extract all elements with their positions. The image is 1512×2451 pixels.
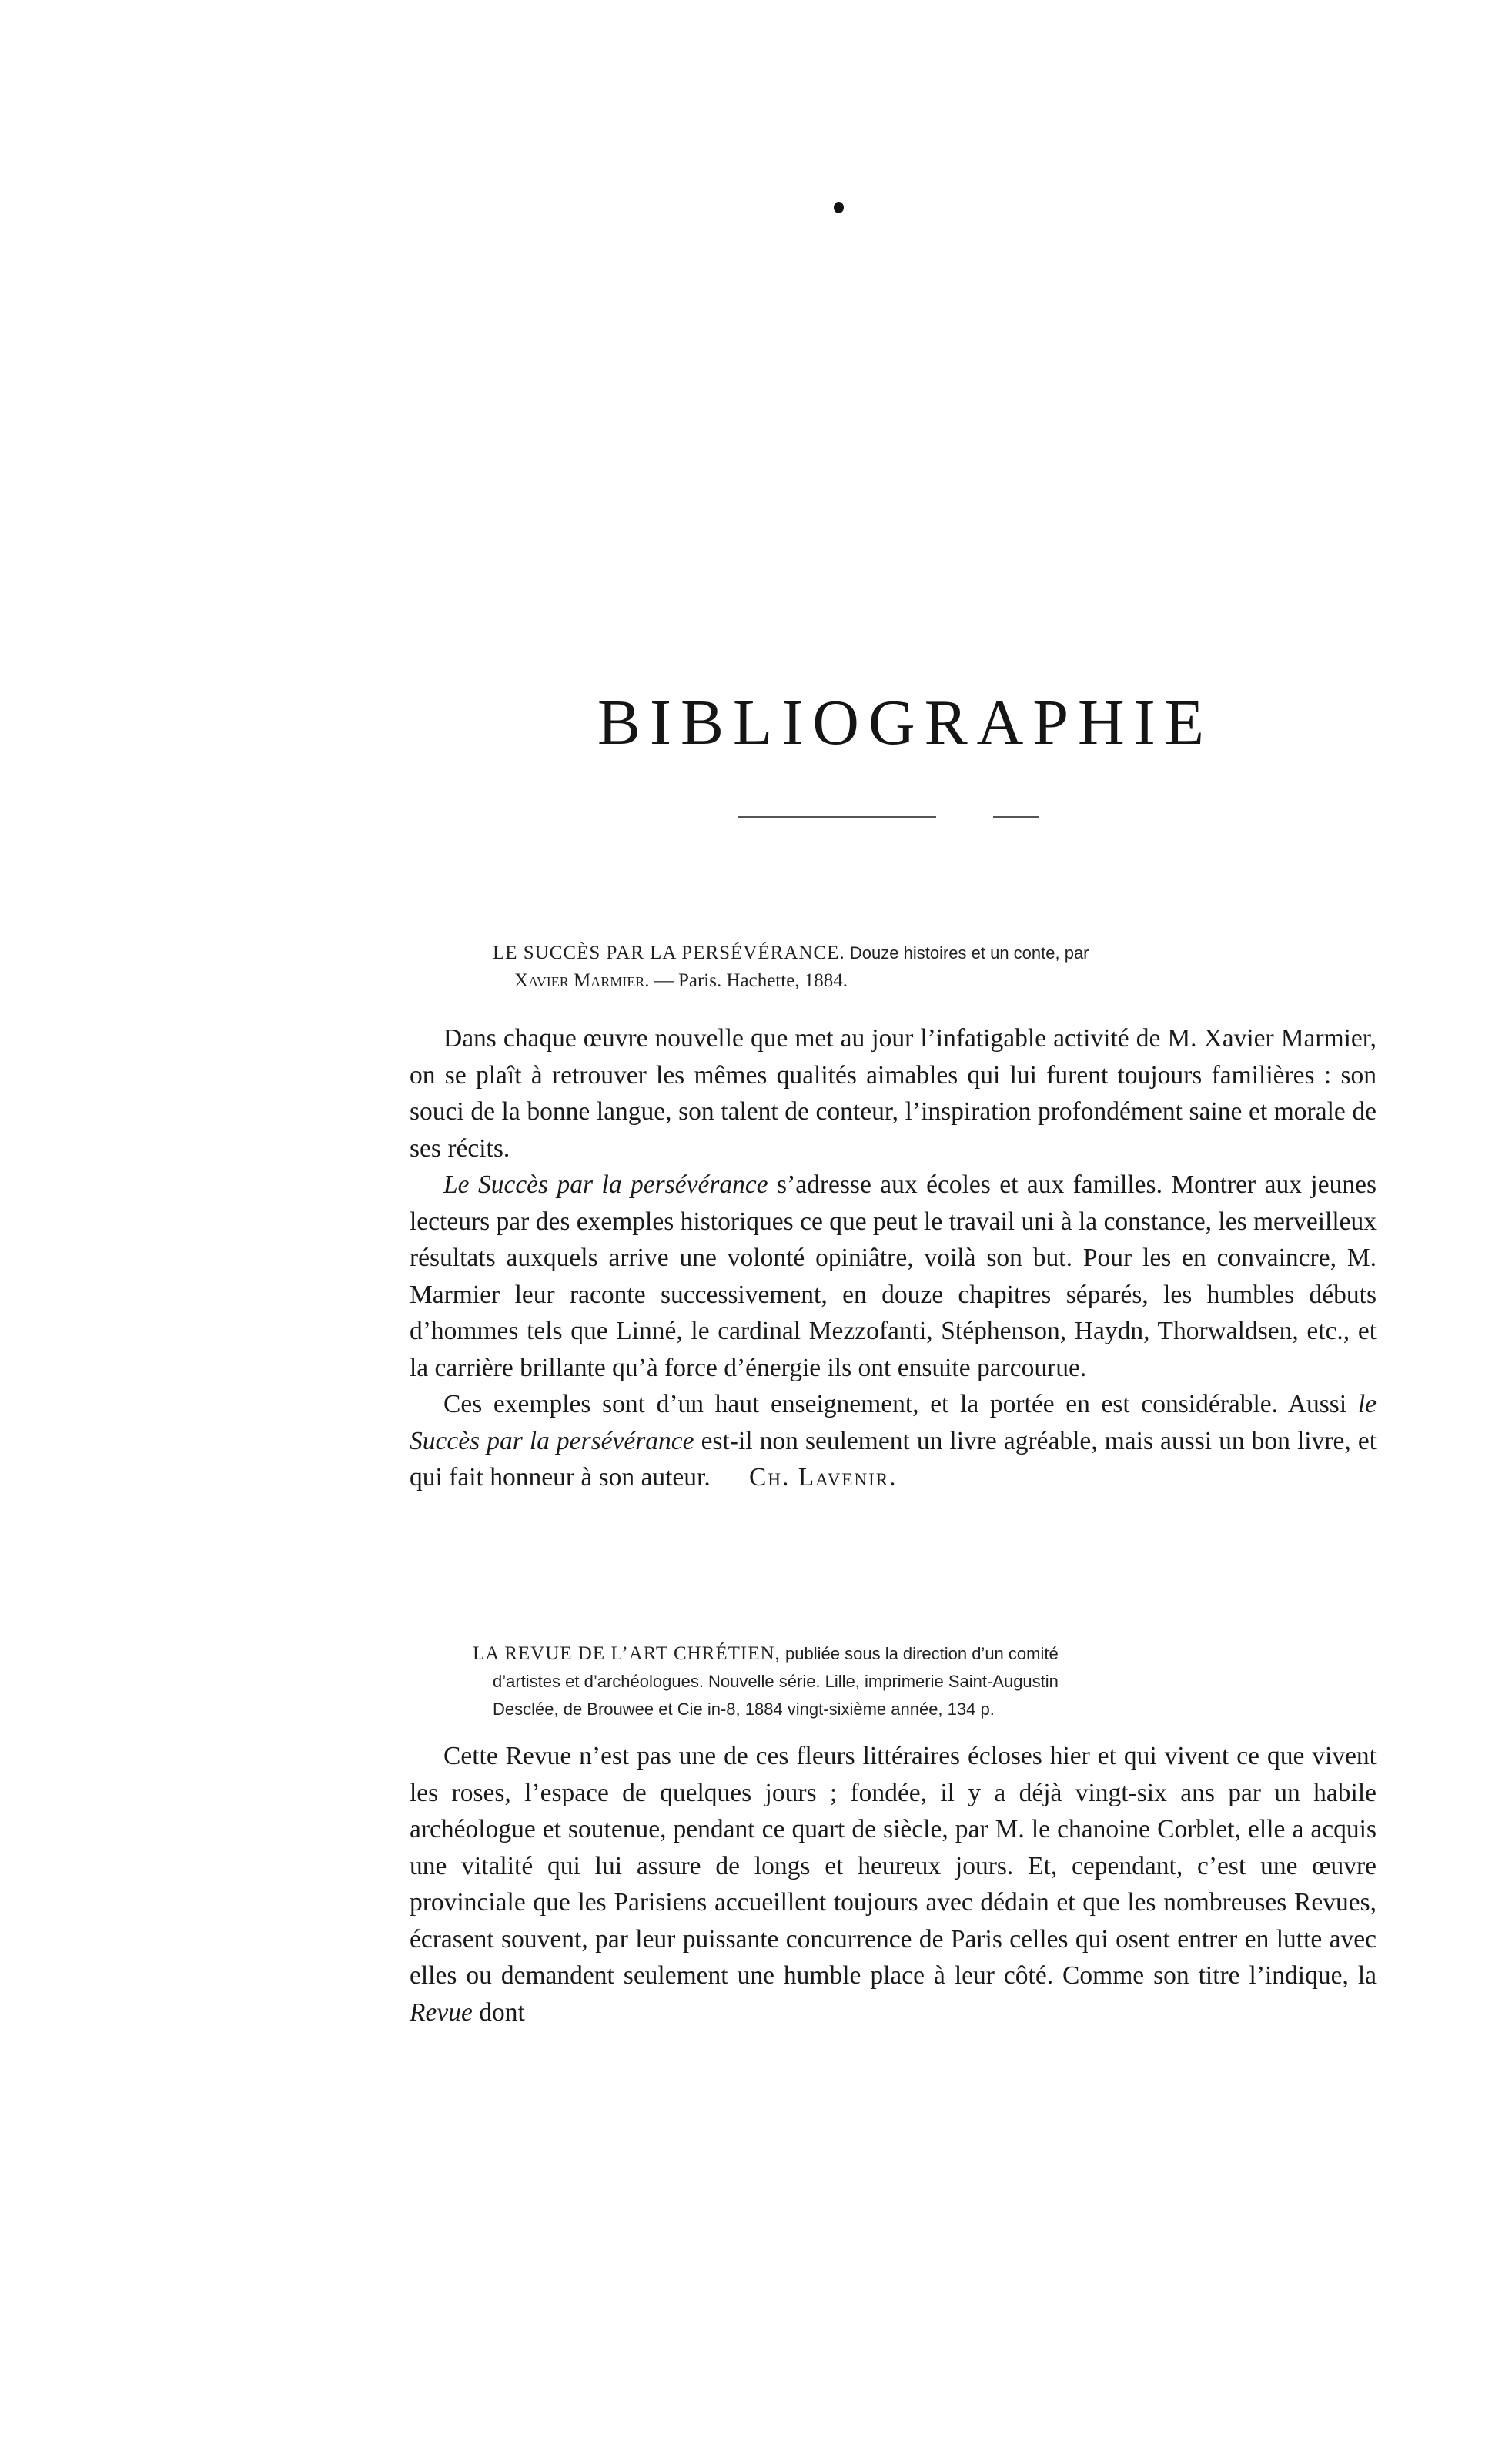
title-rule	[738, 816, 936, 818]
review2-publication-info: d’artistes et d’archéologues. Nouvelle série. Lille, imprimerie Saint-Augustin	[493, 1672, 1059, 1691]
review2-paragraph-1	[410, 1738, 1377, 2031]
review1-signature: Ch. Lavenir.	[748, 1463, 898, 1492]
review2-paragraph-1-end: dont	[472, 1997, 525, 2027]
review1-book-title: LE SUCCÈS PAR LA PERSÉVÉRANCE.	[493, 943, 845, 963]
review2-italic-revue: Revue	[410, 1997, 473, 2027]
review2-journal-title: LA REVUE DE L’ART CHRÉTIEN,	[473, 1643, 781, 1664]
review1-paragraph-2-text: s’adresse aux écoles et aux familles. Montrer aux jeunes lecteurs par des exemples historiques ce que peut le travail uni à la constance, les merveilleux résultats auxquels arrive une volonté opiniâtre, voilà son but. Pour les en convaincre, M. Marmier leur raconte successivement, en douze chapitres séparés, les humbles débuts d’hommes tels que Linné, le cardinal Mezzofanti, Stéphenson, Haydn, Thorwaldsen, etc., et la carrière brillante qu’à force d’énergie ils ont ensuite parcourue.	[410, 1170, 1377, 1382]
review1-italic-title: Le Succès par la persévérance	[443, 1170, 768, 1199]
review2-heading-line2	[493, 1668, 1059, 1696]
review1-paragraph-2	[410, 1167, 1377, 1386]
review1-italic-title-2: le Succès par la persévérance	[410, 1390, 1377, 1455]
review1-paragraph-3-end: est-il non seulement un livre agréable, mais aussi un bon livre, et qui fait honneur à son auteur.	[410, 1426, 1377, 1492]
review1-body	[410, 1020, 1377, 1496]
review1-heading-line1	[493, 939, 1089, 967]
review2-subtitle: publiée sous la direction d’un comité	[785, 1644, 1059, 1663]
review1-paragraph-3	[410, 1386, 1377, 1496]
review2-edition-info: Desclée, de Brouwee et Cie in-8, 1884 vingt-sixième année, 134 p.	[493, 1699, 995, 1719]
review1-publisher: — Paris. Hachette, 1884.	[654, 970, 848, 991]
review2-heading-line3	[493, 1696, 995, 1723]
review2-heading-line1	[473, 1640, 1059, 1668]
review1-subtitle: Douze histoires et un conte, par	[849, 943, 1089, 963]
title-rule-tail	[993, 816, 1039, 818]
review1-paragraph-3-start: Ces exemples sont d’un haut enseignement, et la portée en est considérable. Aussi	[443, 1390, 1358, 1418]
review2-paragraph-1-text: Cette Revue n’est pas une de ces fleurs littéraires écloses hier et qui vivent ce que vivent les roses, l’espace de quelques jours ; fondée, il y a déjà vingt-six ans par un habile archéologue et soutenue, pendant ce quart de siècle, par M. le chanoine Corblet, elle a acquis une vitalité qui lui assure de longs et heureux jours. Et, cependant, c’est une œuvre provinciale que les Parisiens accueillent toujours avec dédain et que les nombreuses Revues, écrasent souvent, par leur puissante concurrence de Paris celles qui osent entrer en lutte avec elles ou demandent seulement une humble place à leur côté. Comme son titre l’indique, la	[410, 1742, 1377, 1990]
page-title: BIBLIOGRAPHIE	[597, 687, 1213, 758]
review1-heading-line2	[514, 967, 848, 995]
ink-mark	[834, 202, 844, 213]
review1-paragraph-1: Dans chaque œuvre nouvelle que met au jour l’infatigable activité de M. Xavier Marmier, on se plaît à retrouver les mêmes qualités aimables qui lui furent toujours familières : son souci de la bonne langue, son talent de conteur, l’inspiration profondément saine et morale de ses récits.	[410, 1024, 1377, 1163]
review1-author: Xavier Marmier.	[514, 970, 650, 991]
review2-body	[410, 1738, 1377, 2031]
